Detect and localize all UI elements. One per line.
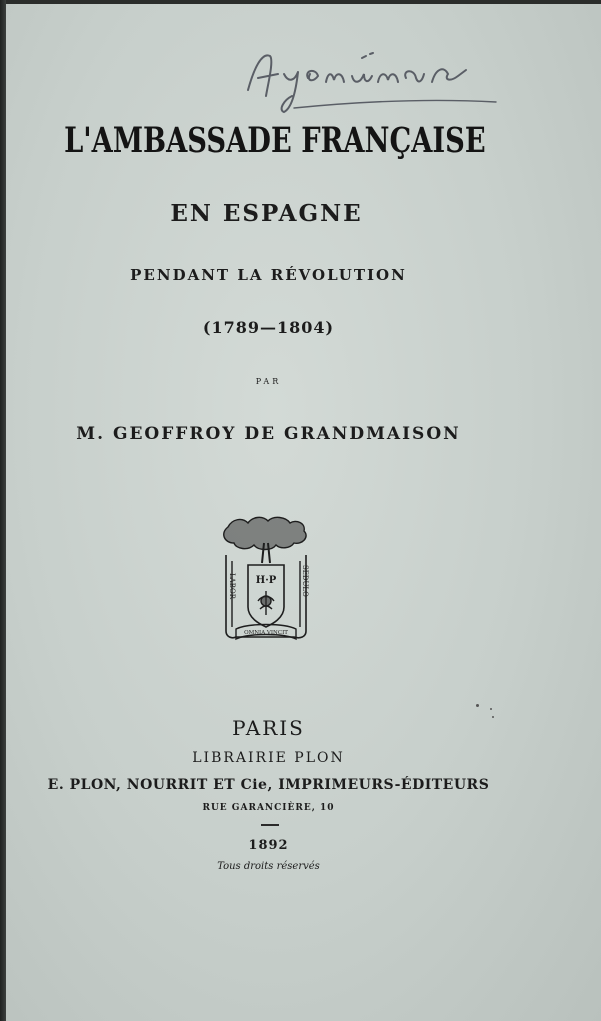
publisher-address: RUE GARANCIÈRE, 10 [202, 803, 335, 813]
emblem-motto-bottom: OMNIA VINCIT [244, 630, 288, 636]
by-label: PAR [255, 377, 282, 386]
rights-notice: Tous droits réservés [217, 861, 320, 872]
date-range: (1789—1804) [202, 318, 335, 337]
handwritten-signature [244, 38, 500, 118]
publisher-name: LIBRAIRIE PLON [192, 750, 345, 766]
separator-dash [261, 824, 279, 826]
printers-line: E. PLON, NOURRIT ET Cie, IMPRIMEURS-ÉDITEURS [47, 777, 490, 793]
emblem-motto-left: LABOR [228, 573, 236, 599]
book-title: L'AMBASSADE FRANÇAISE [64, 120, 486, 161]
publication-year: 1892 [248, 838, 289, 853]
subtitle-line-1: EN ESPAGNE [170, 200, 363, 227]
paper-speck [490, 708, 492, 710]
title-page [6, 4, 601, 1021]
emblem-monogram: H·P [255, 575, 277, 586]
paper-speck [492, 716, 494, 718]
subtitle-line-2: PENDANT LA RÉVOLUTION [130, 266, 407, 284]
emblem-motto-right: SEDULO [301, 565, 309, 597]
publication-city: PARIS [232, 716, 305, 740]
paper-speck [476, 704, 479, 707]
printer-device-tree-icon [218, 515, 312, 647]
author-name: M. GEOFFROY DE GRANDMAISON [76, 424, 461, 444]
